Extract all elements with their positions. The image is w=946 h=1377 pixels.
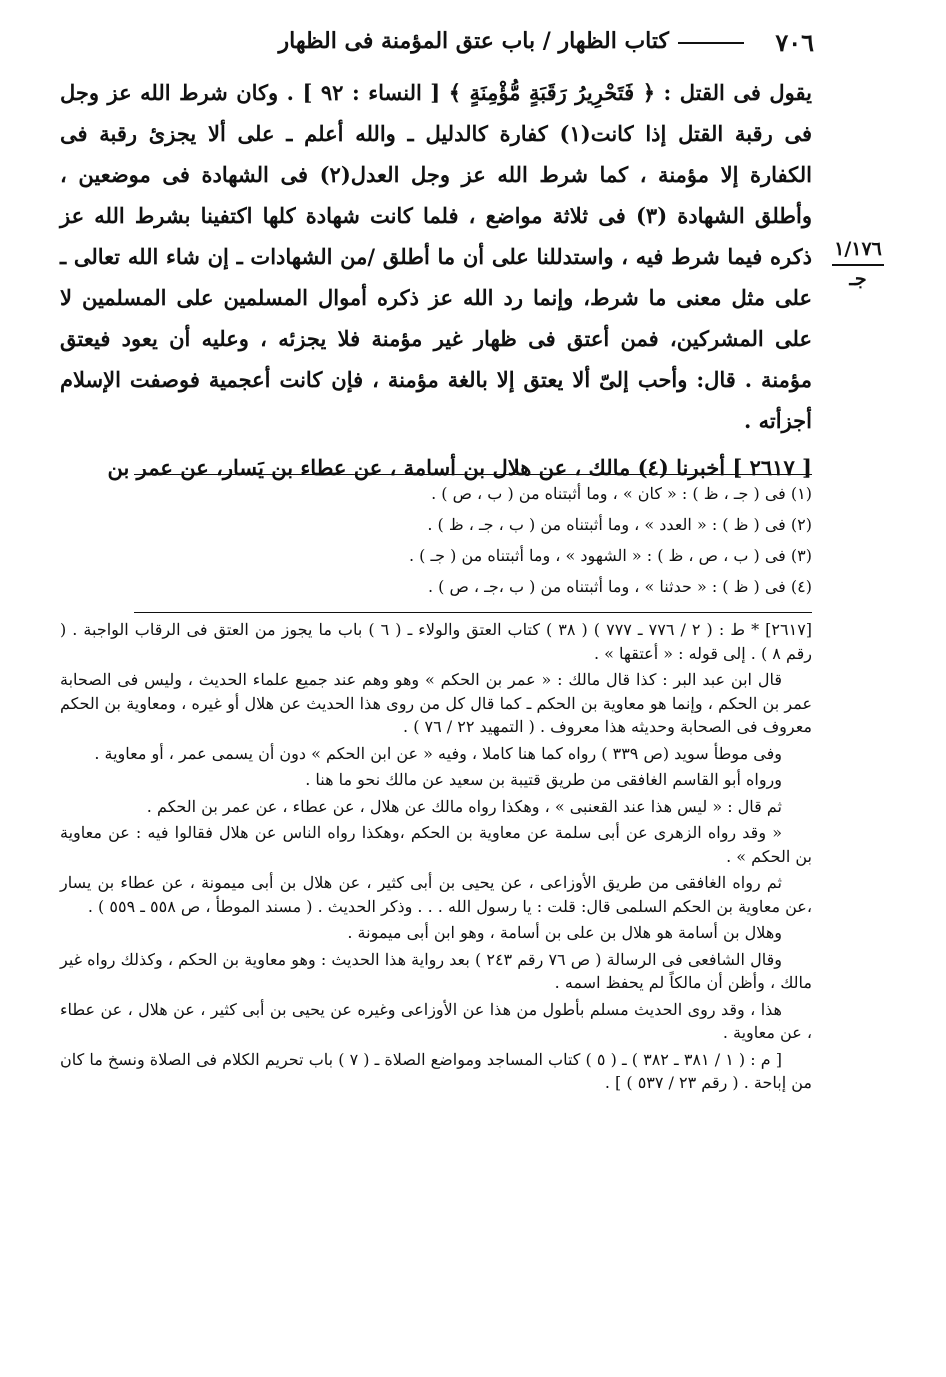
margin-note [832,236,884,292]
page-header [58,26,814,66]
commentary-separator [134,612,812,613]
commentary-paragraph: [ م : ( ١ / ٣٨١ ـ ٣٨٢ ) ـ ( ٥ ) كتاب المساجد ومواضع الصلاة ـ ( ٧ ) باب تحريم الكلام فى الصلاة ونسخ ما كان من إباحة . ( رقم ٢٣ / ٥٣٧ ) ] . [60,1049,812,1092]
margin-manuscript-siglum: جـ [849,268,867,290]
footnotes [110,478,812,602]
commentary-paragraph: وقال الشافعى فى الرسالة ( ص ٧٦ رقم ٢٤٣ ) بعد رواية هذا الحديث : وهو معاوية بن الحكم ، وكذلك رواه غير مالك ، وأظن أن مالكاً لم يحفظ اسمه . [60,949,812,992]
commentary-paragraph: وفى موطأ سويد (ص ٣٣٩ ) رواه كما هنا كاملا ، وفيه « عن ابن الحكم » دون أن يسمى عمر ، أو معاوية . [94,743,782,763]
footnote: (٢) فى ( ظ ) : « العدد » ، وما أثبتناه من ( ب ، جـ ، ظ ) . [427,515,812,534]
commentary-paragraph: وهلال بن أسامة هو هلال بن على بن أسامة ، وهو ابن أبى ميمونة . [347,923,782,942]
commentary-paragraph: هذا ، وقد روى الحديث مسلم بأطول من هذا عن الأوزاعى وغيره عن يحيى بن أبى كثير ، عن هلال ، عن عطاء ، عن معاوية . [60,999,812,1042]
page-number: ٧٠٦ [775,28,814,57]
footnote-separator [134,474,812,475]
margin-folio-ref: ١/١٧٦ [832,236,884,266]
footnote: (٤) فى ( ظ ) : « حدثنا » ، وما أثبتناه من ( ب ،جـ ، ص ) . [427,577,812,596]
commentary [60,618,812,1098]
commentary-paragraph: « وقد رواه الزهرى عن أبى سلمة عن معاوية بن الحكم ،وهكذا رواه الناس عن هلال فقالوا فيه : عن معاوية بن الحكم » . [60,823,812,866]
commentary-paragraph: [٢٦١٧] * ط : ( ٢ / ٧٧٦ ـ ٧٧٧ ) ( ٣٨ ) كتاب العتق والولاء ـ ( ٦ ) باب ما يجوز من العتق فى الرقاب الواجبة . ( رقم ٨ ) . إلى قوله : « أعتقها » . [60,620,813,663]
commentary-paragraph: ورواه أبو القاسم الغافقى من طريق قتيبة بن سعيد عن مالك نحو ما هنا . [305,770,782,789]
commentary-paragraph: قال ابن عبد البر : كذا قال مالك : « عمر بن الحكم » وهو وهم عند جميع علماء الحديث ، وليس فى الصحابة عمر بن الحكم ، وإنما هو معاوية بن الحكم ـ كما قال كل من روى هذا الحديث عن هلال أو غيره ، ومعاوية بن الحكم معروف فى الصحابة وحديثه هذا معروف . ( التمهيد ٢٢ / ٧٦ ) . [60,670,812,736]
commentary-paragraph: ثم رواه الغافقى من طريق الأوزاعى ، عن يحيى بن أبى كثير ، عن هلال بن أبى ميمونة ، عن عطاء بن يسار ،عن معاوية بن الحكم السلمى قال: قلت : يا رسول الله . . . وذكر الحديث . ( مسند الموطأ ، ص ٥٥٨ ـ ٥٥٩ ) . [60,873,812,916]
footnote: (٣) فى ( ب ، ص ، ظ ) : « الشهود » ، وما أثبتناه من ( جـ ) . [408,546,812,565]
commentary-paragraph: ثم قال : « ليس هذا عند القعنبى » ، وهكذا رواه مالك عن هلال ، عن عطاء ، عن عمر بن الحكم . [146,796,782,816]
header-rule [678,42,744,44]
footnote: (١) فى ( جـ ، ظ ) : « كان » ، وما أثبتناه من ( ب ، ص ) . [431,484,812,503]
running-title: كتاب الظهار / باب عتق المؤمنة فى الظهار [278,28,669,54]
hadith-line: [ ٢٦١٧ ] أخبرنا (٤) مالك ، عن هلال بن أسامة ، عن عطاء بن يَسار، عن عمر بن [107,455,812,480]
main-text [60,72,812,488]
main-paragraph: يقول فى القتل : ﴿ فَتَحْرِيرُ رَقَبَةٍ مُّؤْمِنَةٍ ﴾ [ النساء : ٩٢ ] . وكان شرط الله عز وجل فى رقبة القتل إذا كانت(١) كفارة كالدليل ـ والله أعلم ـ على ألا يجزئ رقبة فى الكفارة إلا مؤمنة ، كما شرط الله عز وجل العدل(٢) فى الشهادة فى موضعين ، وأطلق الشهادة (٣) فى ثلاثة مواضع ، فلما كانت شهادة كلها اكتفينا بشرط الله عز ذكره فيما شرط فيه ، واستدللنا على أن ما أطلق /من الشهادات ـ إن شاء الله تعالى ـ على مثل معنى ما شرط، وإنما رد الله عز ذكره أموال المسلمين على المسلمين لا على المشركين، فمن أعتق فى ظهار غير مؤمنة فلا يجزئه ، وعليه أن يعود فيعتق مؤمنة . قال: وأحب إلىّ ألا يعتق إلا بالغة مؤمنة ، فإن كانت أعجمية فوصفت الإسلام أجزأته . [60,80,813,433]
